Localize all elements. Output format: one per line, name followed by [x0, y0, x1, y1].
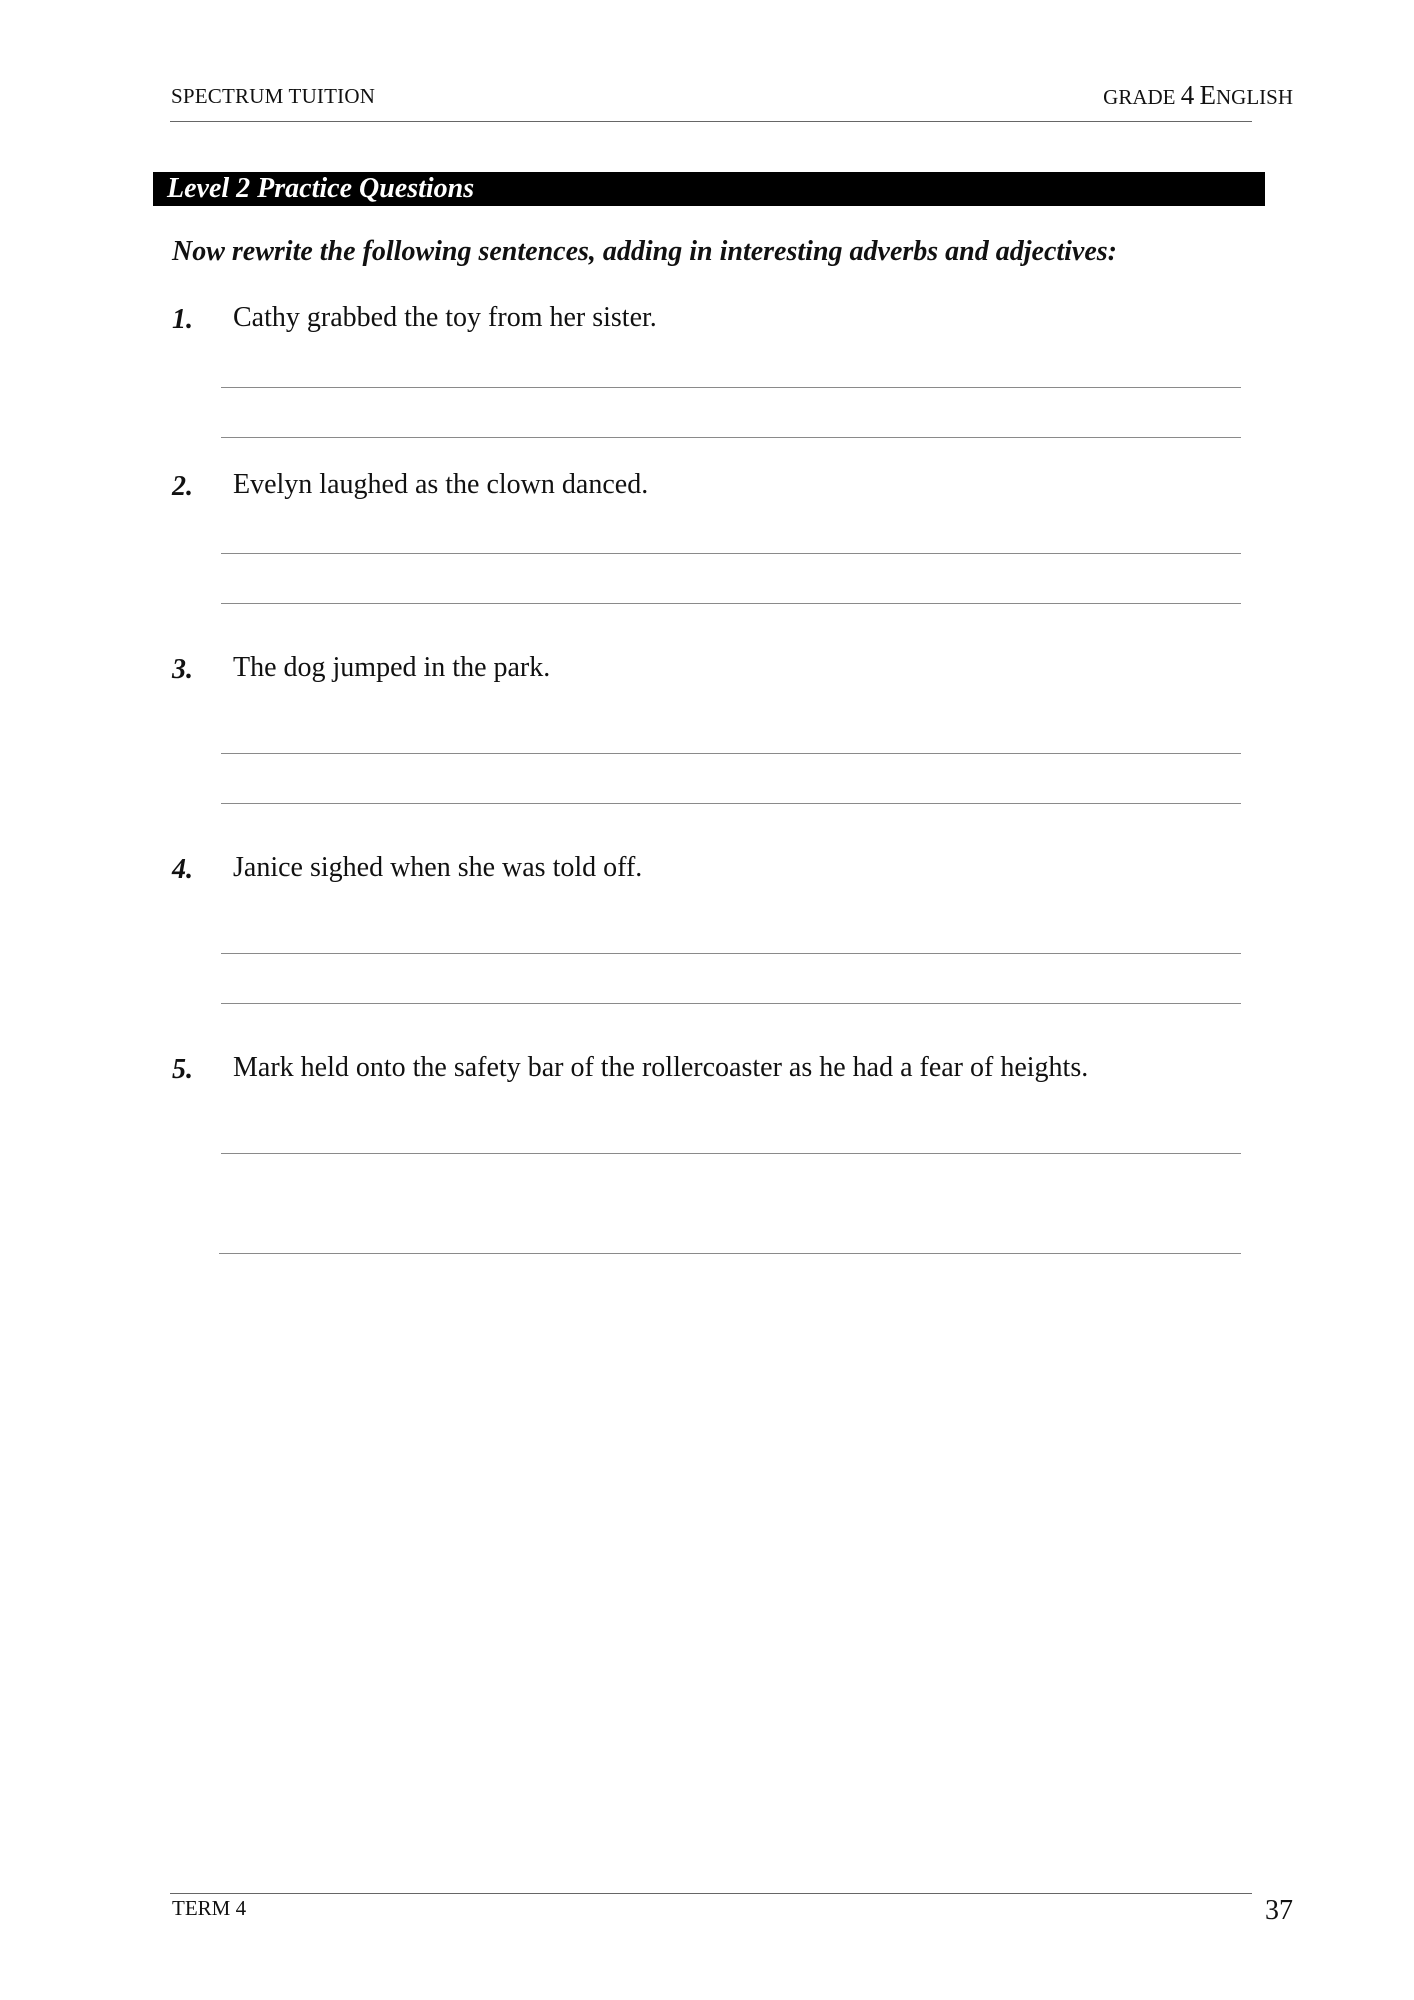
grade-label: GRADE	[1103, 85, 1176, 109]
footer-term: TERM 4	[172, 1896, 247, 1920]
question-text: Evelyn laughed as the clown danced.	[233, 469, 649, 500]
question-number: 1.	[172, 304, 193, 335]
header-grade-subject	[1103, 80, 1293, 111]
answer-line[interactable]	[221, 803, 1241, 804]
answer-line[interactable]	[221, 603, 1241, 604]
question-text: Janice sighed when she was told off.	[233, 852, 643, 883]
subject-initial: E	[1199, 80, 1216, 110]
instruction-text: Now rewrite the following sentences, adding in interesting adverbs and adjectives:	[172, 236, 1117, 267]
answer-line[interactable]	[221, 953, 1241, 954]
question-number: 3.	[172, 654, 193, 685]
grade-number: 4	[1180, 80, 1195, 110]
answer-line[interactable]	[221, 1153, 1241, 1154]
footer-divider	[170, 1893, 1252, 1894]
answer-line[interactable]	[219, 1253, 1241, 1254]
section-banner: Level 2 Practice Questions	[153, 172, 1265, 206]
header-divider	[170, 121, 1252, 122]
answer-line[interactable]	[221, 753, 1241, 754]
question-text: The dog jumped in the park.	[233, 652, 551, 683]
page-number: 37	[1265, 1895, 1293, 1926]
question-number: 2.	[172, 471, 193, 502]
answer-line[interactable]	[221, 553, 1241, 554]
question-text: Mark held onto the safety bar of the rollercoaster as he had a fear of heights.	[233, 1052, 1089, 1083]
header-school-name: SPECTRUM TUITION	[171, 84, 376, 108]
answer-line[interactable]	[221, 1003, 1241, 1004]
answer-line[interactable]	[221, 437, 1241, 438]
subject-rest: NGLISH	[1216, 85, 1293, 109]
question-text: Cathy grabbed the toy from her sister.	[233, 302, 657, 333]
question-number: 5.	[172, 1054, 193, 1085]
answer-line[interactable]	[221, 387, 1241, 388]
question-number: 4.	[172, 854, 193, 885]
